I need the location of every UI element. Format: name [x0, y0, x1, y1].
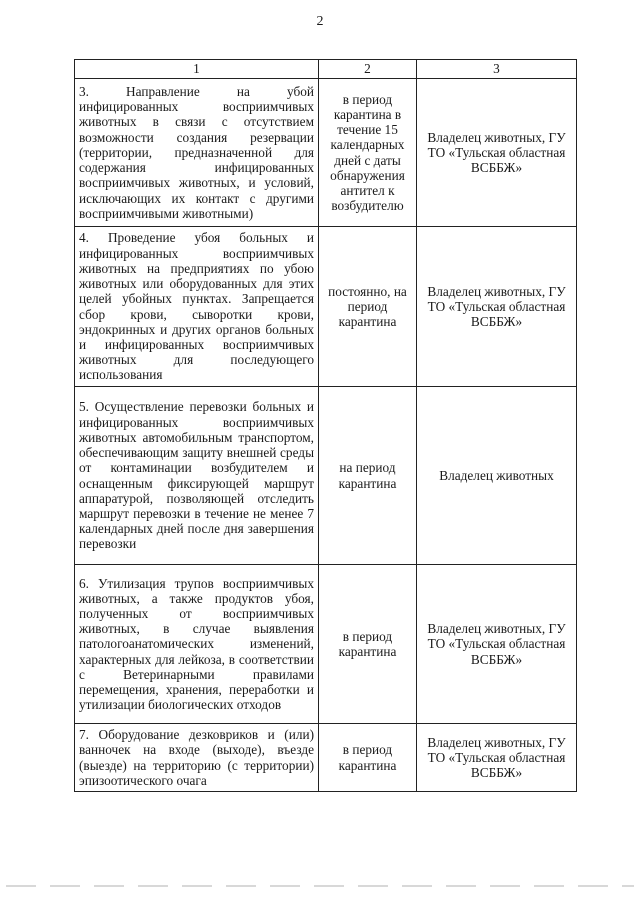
page-number: 2 — [316, 14, 324, 29]
period-cell: в период карантина — [319, 724, 417, 792]
measure-cell: 5. Осуществление перевозки больных и инфицированных восприимчивых животных автомобильным транспортом, обеспечивающим защиту внешней среды от контаминации возбудителем и оснащенным фиксирующей маршрут аппаратурой, позволяющей отследить маршрут перевозки в течение не менее 7 календарных дней после дня завершения перевозки — [75, 387, 319, 565]
table-row — [75, 227, 577, 387]
period-cell: постоянно, на период карантина — [319, 227, 417, 387]
responsible-cell: Владелец животных, ГУ ТО «Тульская областная ВСББЖ» — [417, 227, 577, 387]
column-header-2: 2 — [319, 60, 417, 79]
table-row — [75, 387, 577, 565]
table-row — [75, 724, 577, 792]
table-header-row — [75, 60, 577, 79]
period-cell: на период карантина — [319, 387, 417, 565]
column-header-3: 3 — [417, 60, 577, 79]
table-row — [75, 565, 577, 724]
responsible-cell: Владелец животных, ГУ ТО «Тульская областная ВСББЖ» — [417, 724, 577, 792]
responsible-cell: Владелец животных, ГУ ТО «Тульская областная ВСББЖ» — [417, 79, 577, 227]
table-row — [75, 79, 577, 227]
measure-cell: 3. Направление на убой инфицированных восприимчивых животных в связи с отсутствием возможности создания резервации (территории, предназначенной для содержания инфицированных восприимчивых животных, и условий, исключающих их контакт с другими восприимчивыми животными) — [75, 79, 319, 227]
responsible-cell: Владелец животных, ГУ ТО «Тульская областная ВСББЖ» — [417, 565, 577, 724]
measure-cell: 6. Утилизация трупов восприимчивых животных, а также продуктов убоя, полученных от восприимчивых животных, в случае выявления патологоанатомических изменений, характерных для лейкоза, в соответствии с Ветеринарными правилами перемещения, хранения, переработки и утилизации биологических отходов — [75, 565, 319, 724]
period-cell: в период карантина в течение 15 календарных дней с даты обнаружения антител к возбудителю — [319, 79, 417, 227]
period-cell: в период карантина — [319, 565, 417, 724]
measure-cell: 4. Проведение убоя больных и инфицированных восприимчивых животных на предприятиях по убою животных или оборудованных для этих целей убойных пунктах. Запрещается сбор крови, сыворотки крови, эндокринных и других органов больных и инфицированных восприимчивых животных для последующего использования — [75, 227, 319, 387]
measures-table — [74, 59, 577, 792]
scan-artifact-line — [6, 885, 634, 887]
responsible-cell: Владелец животных — [417, 387, 577, 565]
measure-cell: 7. Оборудование дезковриков и (или) ванночек на входе (выходе), въезде (выезде) на территорию (с территории) эпизоотического очага — [75, 724, 319, 792]
column-header-1: 1 — [75, 60, 319, 79]
